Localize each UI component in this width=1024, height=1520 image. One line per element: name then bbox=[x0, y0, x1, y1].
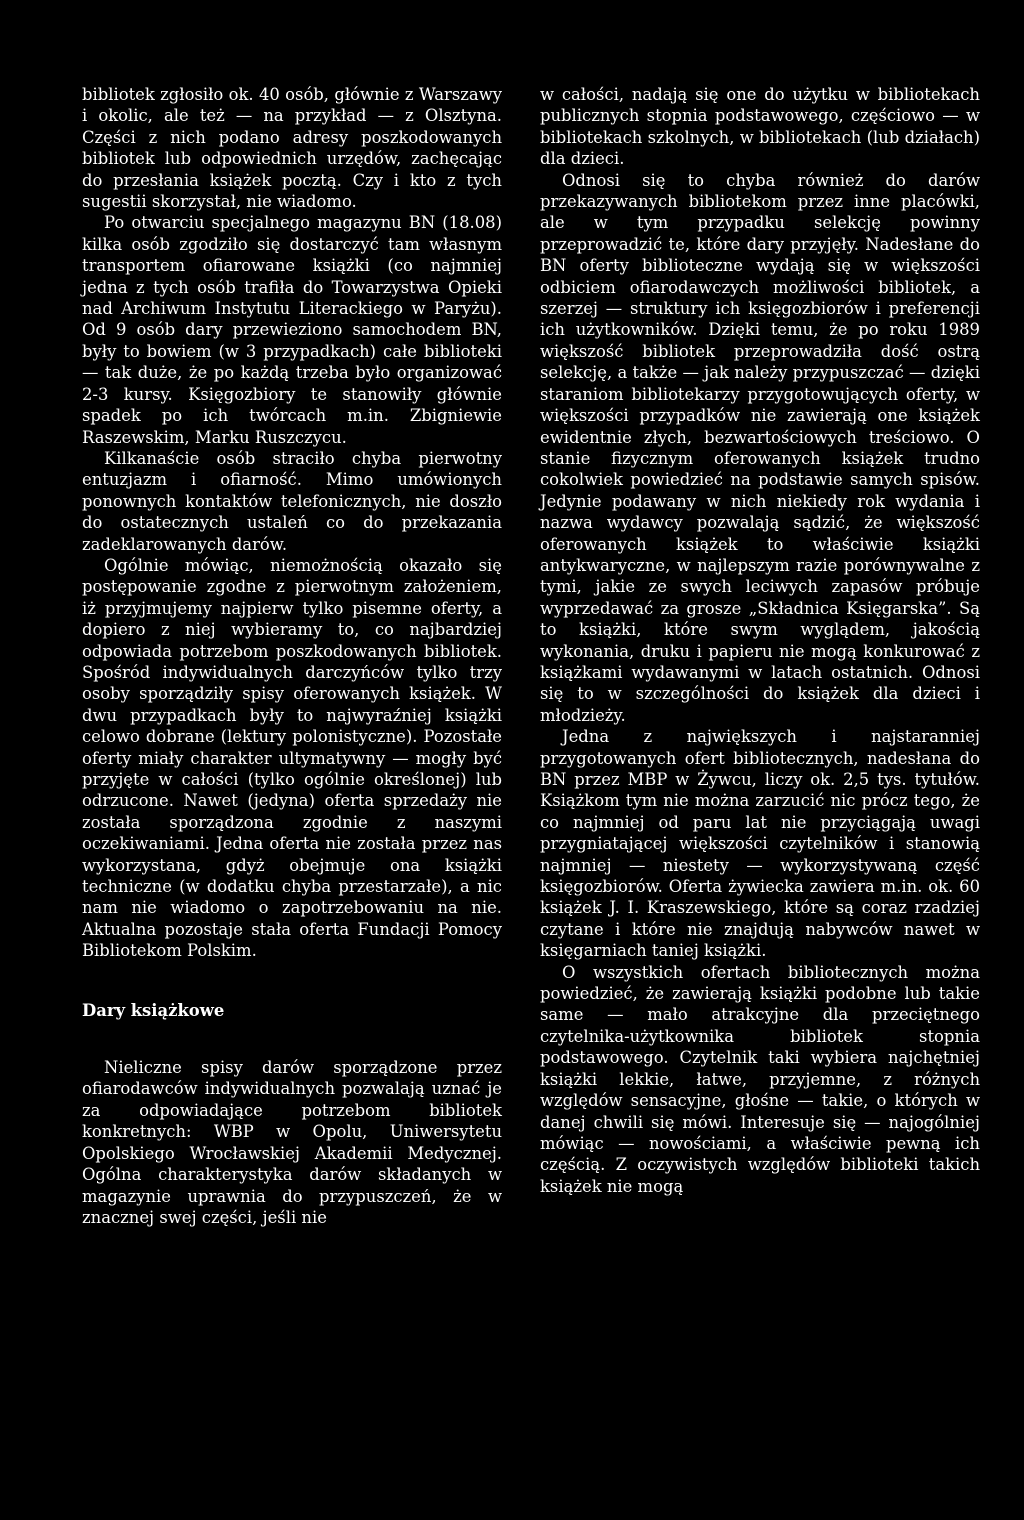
left-paragraph-2: Po otwarciu specjalnego magazynu BN (18.08) kilka osób zgodziło się dostarczyć tam własnym transportem ofiarowane książki (co najmniej jedna z tych osób trafiła do Towarzystwa Opieki nad Archiwum Instytutu Literackiego w Paryżu). Od 9 osób dary przewieziono samochodem BN, były to bowiem (w 3 przypadkach) całe biblioteki — tak duże, że po każdą trzeba było organizować 2-3 kursy. Księgozbiory te stanowiły głównie spadek po ich twórcach m.in. Zbigniewie Raszewskim, Marku Ruszczycu. bbox=[82, 213, 502, 447]
section-heading: Dary książkowe bbox=[82, 1000, 225, 1020]
left-paragraph-1: bibliotek zgłosiło ok. 40 osób, głównie z Warszawy i okolic, ale też — na przykład — z Olsztyna. Części z nich podano adresy poszkodowanych bibliotek lub odpowiednich urzędów, zachęcając do przesłania książek pocztą. Czy i kto z tych sugestii skorzystał, nie wiadomo. bbox=[82, 85, 502, 212]
right-paragraph-4: O wszystkich ofertach bibliotecznych można powiedzieć, że zawierają książki podobne lub takie same — mało atrakcyjne dla przeciętnego czytelnika-użytkownika bibliotek stopnia podstawowego. Czytelnik taki wybiera najchętniej książki lekkie, łatwe, przyjemne, z różnych względów sensacyjne, głośne — takie, o których w danej chwili się mówi. Interesuje się — najogólniej mówiąc — nowościami, a właściwie pewną ich częścią. Z oczywistych względów biblioteki takich książek nie mogą bbox=[540, 962, 980, 1196]
left-paragraph-4: Ogólnie mówiąc, niemożnością okazało się postępowanie zgodne z pierwotnym założeniem, iż przyjmujemy najpierw tylko pisemne oferty, a dopiero z niej wybieramy to, co najbardziej odpowiada potrzebom poszkodowanych bibliotek. Spośród indywidualnych darczyńców tylko trzy osoby sporządziły spisy oferowanych książek. W dwu przypadkach były to najwyraźniej książki celowo dobrane (lektury polonistyczne). Pozostałe oferty miały charakter ultymatywny — mogły być przyjęte w całości (tylko ogólnie określonej) lub odrzucone. Nawet (jedyna) oferta sprzedaży nie została sporządzona zgodnie z naszymi oczekiwaniami. Jedna oferta nie została przez nas wykorzystana, gdyż obejmuje ona książki techniczne (w dodatku chyba przestarzałe), a nic nam nie wiadomo o zapotrzebowaniu na nie. Aktualna pozostaje stała oferta Fundacji Pomocy Bibliotekom Polskim. bbox=[82, 555, 502, 961]
left-paragraph-3: Kilkanaście osób straciło chyba pierwotny entuzjazm i ofiarność. Mimo umówionych ponownych kontaktów telefonicznych, nie doszło do ostatecznych ustaleń co do przekazania zadeklarowanych darów. bbox=[82, 448, 502, 554]
right-paragraph-2: Odnosi się to chyba również do darów przekazywanych bibliotekom przez inne placówki, ale w tym przypadku selekcję powinny przeprowadzić te, które dary przyjęły. Nadesłane do BN oferty biblioteczne wydają się w większości odbiciem ofiarodawczych możliwości bibliotek, a szerzej — struktury ich księgozbiorów i preferencji ich użytkowników. Dzięki temu, że po roku 1989 większość bibliotek przeprowadziła dość ostrą selekcję, a także — jak należy przypuszczać — dzięki staraniom bibliotekarzy przygotowujących oferty, w większości przypadków nie zawierają one książek ewidentnie złych, bezwartościowych treściowo. O stanie fizycznym oferowanych książek trudno cokolwiek powiedzieć na podstawie samych spisów. Jedynie podawany w nich niekiedy rok wydania i nazwa wydawcy pozwalają sądzić, że większość oferowanych książek to właściwie książki antykwaryczne, w najlepszym razie porównywalne z tymi, jakie ze swych leciwych zapasów próbuje wyprzedawać za grosze „Składnica Księgarska”. Są to książki, które swym wyglądem, jakością wykonania, druku i papieru nie mogą konkurować z książkami wydawanymi w latach ostatnich. Odnosi się to w szczególności do książek dla dzieci i młodzieży. bbox=[540, 170, 980, 725]
right-text-column bbox=[540, 84, 980, 1197]
left-text-column bbox=[82, 84, 502, 1228]
right-paragraph-3: Jedna z największych i najstaranniej przygotowanych ofert bibliotecznych, nadesłana do BN przez MBP w Żywcu, liczy ok. 2,5 tys. tytułów. Książkom tym nie można zarzucić nic prócz tego, że co najmniej od paru lat nie przyciągają uwagi przygniatającej większości czytelników i stanowią najmniej — niestety — wykorzystywaną część księgozbiorów. Oferta żywiecka zawiera m.in. ok. 60 książek J. I. Kraszewskiego, które są coraz rzadziej czytane i które nie znajdują nabywców nawet w księgarniach taniej książki. bbox=[540, 727, 980, 961]
left-paragraph-5: Nieliczne spisy darów sporządzone przez ofiarodawców indywidualnych pozwalają uznać je za odpowiadające potrzebom bibliotek konkretnych: WBP w Opolu, Uniwersytetu Opolskiego Wrocławskiej Akademii Medycznej. Ogólna charakterystyka darów składanych w magazynie uprawnia do przypuszczeń, że w znacznej swej części, jeśli nie bbox=[82, 1058, 502, 1227]
right-paragraph-1: w całości, nadają się one do użytku w bibliotekach publicznych stopnia podstawowego, częściowo — w bibliotekach szkolnych, w bibliotekach (lub działach) dla dzieci. bbox=[540, 85, 980, 169]
